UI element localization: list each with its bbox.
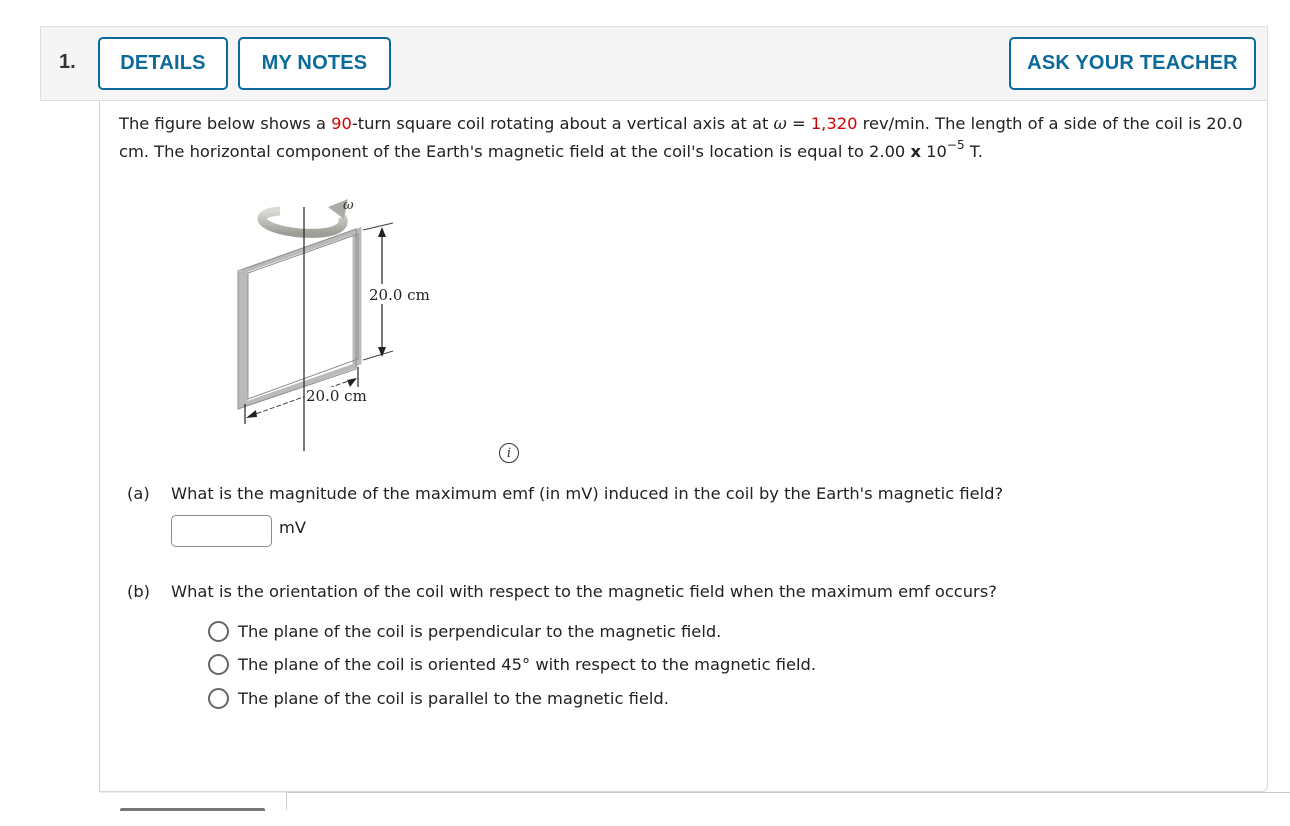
omega-symbol: ω	[773, 114, 787, 133]
emf-answer-input[interactable]	[171, 515, 272, 547]
ask-your-teacher-button[interactable]: ASK YOUR TEACHER	[1009, 37, 1256, 90]
question-card	[40, 26, 1268, 826]
option-label: The plane of the coil is oriented 45° with respect to the magnetic field.	[238, 654, 817, 674]
svg-text:ω: ω	[343, 198, 354, 213]
my-notes-button[interactable]: MY NOTES	[238, 37, 391, 90]
option-parallel[interactable]	[208, 686, 669, 710]
part-a-label: (a)	[127, 484, 150, 503]
option-45-degrees[interactable]	[208, 652, 816, 676]
question-header	[40, 26, 1268, 101]
prompt-text: rev/min. The length of a side of the coil is 20.0 cm. The horizontal component of the Earth's magnetic field at the coil's location is equal to 2.00	[119, 114, 1243, 161]
prompt-text: 10	[920, 142, 947, 161]
unit-label: mV	[279, 518, 306, 537]
svg-text:20.0 cm: 20.0 cm	[369, 286, 430, 304]
footer-right-panel	[286, 792, 1290, 810]
exponent: −5	[946, 138, 965, 152]
coil-diagram	[230, 189, 460, 459]
question-number: 1.	[59, 51, 76, 73]
prompt-text: T.	[964, 142, 983, 161]
radio-button[interactable]	[208, 654, 229, 675]
question-prompt	[119, 110, 1249, 166]
question-body	[99, 101, 1268, 792]
prompt-text: -turn square coil rotating about a vertical axis at at	[351, 114, 774, 133]
rotating-coil-figure	[230, 189, 460, 459]
option-label: The plane of the coil is perpendicular to the magnetic field.	[238, 621, 722, 641]
svg-text:20.0 cm: 20.0 cm	[306, 387, 367, 405]
details-button[interactable]: DETAILS	[98, 37, 228, 90]
option-label: The plane of the coil is parallel to the magnetic field.	[238, 688, 669, 708]
footer-left-panel	[100, 792, 286, 810]
turns-value: 90	[331, 114, 352, 133]
radio-button[interactable]	[208, 621, 229, 642]
part-a-question: What is the magnitude of the maximum emf (in mV) induced in the coil by the Earth's magnetic field?	[171, 484, 1004, 503]
part-b-label: (b)	[127, 582, 151, 601]
prompt-text: The figure below shows a	[119, 114, 332, 133]
info-icon[interactable]: i	[499, 443, 519, 463]
rotation-rate-value: 1,320	[810, 114, 858, 133]
radio-button[interactable]	[208, 688, 229, 709]
option-perpendicular[interactable]	[208, 619, 721, 643]
times-symbol: x	[910, 142, 921, 161]
prompt-text: =	[786, 114, 811, 133]
part-b-question: What is the orientation of the coil with respect to the magnetic field when the maximum emf occurs?	[171, 582, 997, 601]
